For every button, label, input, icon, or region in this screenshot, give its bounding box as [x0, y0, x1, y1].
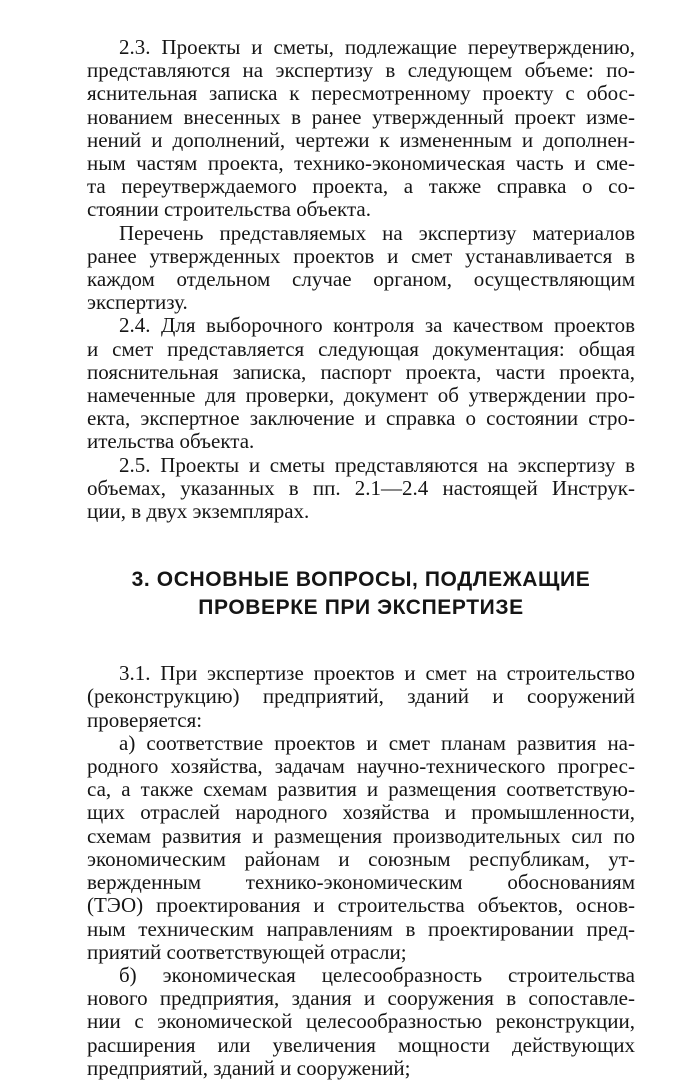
text-line: екта, экспертное заключение и справка о состоянии стро-	[87, 407, 635, 431]
text-line: родного хозяйства, задачам научно-технического прогрес-	[87, 755, 635, 779]
text-line: объемах, указанных в пп. 2.1—2.4 настоящей Инструк-	[87, 476, 635, 500]
text-line: 2.5. Проекты и сметы представляются на экспертизу в	[119, 453, 635, 477]
section-3-heading	[87, 566, 635, 622]
text-line: нии с экономической целесообразностью реконструкции,	[87, 1010, 635, 1034]
text-line: яснительная записка к пересмотренному проекту с обос-	[87, 82, 635, 106]
text-line: стоянии строительства объекта.	[87, 198, 371, 222]
paragraph-2-3	[87, 36, 635, 222]
text-line: ранее утвержденных проектов и смет устанавливается в	[87, 244, 635, 268]
text-line: 2.3. Проекты и сметы, подлежащие переутверждению,	[119, 36, 635, 59]
text-line: намеченные для проверки, документ об утверждении про-	[87, 384, 635, 408]
text-line: представляются на экспертизу в следующем объеме: по-	[87, 59, 635, 83]
text-line: ным техническим направлениям в проектировании пред-	[87, 917, 635, 941]
list-item-a	[87, 732, 635, 964]
document-page	[87, 36, 635, 1080]
text-line: 2.4. Для выборочного контроля за качеством проектов	[119, 314, 635, 338]
text-line: щих отраслей народного хозяйства и промышленности,	[87, 801, 635, 825]
text-line: предприятий, зданий и сооружений;	[87, 1056, 411, 1080]
text-line: нений и дополнений, чертежи к измененным и дополнен-	[87, 128, 635, 152]
text-line: каждом отдельном случае органом, осуществляющим	[87, 268, 635, 292]
heading-line: 3. ОСНОВНЫЕ ВОПРОСЫ, ПОДЛЕЖАЩИЕ	[131, 568, 591, 592]
text-line: нового предприятия, здания и сооружения в сопоставле-	[87, 987, 635, 1011]
text-line: схемам развития и размещения производительных сил по	[87, 824, 635, 848]
text-line: приятий соответствующей отрасли;	[87, 940, 407, 964]
paragraph-3-1	[87, 662, 635, 732]
text-line: ным частям проекта, технико-экономическая часть и сме-	[87, 152, 635, 176]
text-line: 3.1. При экспертизе проектов и смет на строительство	[119, 662, 635, 686]
text-line: расширения или увеличения мощности действующих	[87, 1033, 635, 1057]
text-line: ительства объекта.	[87, 430, 255, 454]
text-line: (ТЭО) проектирования и строительства объектов, основ-	[87, 894, 635, 918]
text-line: а) соответствие проектов и смет планам развития на-	[119, 731, 635, 755]
text-line: (реконструкцию) предприятий, зданий и сооружений	[87, 685, 635, 709]
text-line: экспертизу.	[87, 291, 188, 315]
text-line: нованием внесенных в ранее утвержденный проект изме-	[87, 105, 635, 129]
text-line: Перечень представляемых на экспертизу материалов	[119, 221, 635, 245]
paragraph-2-5	[87, 454, 635, 524]
paragraph-2-4	[87, 314, 635, 453]
text-line: и смет представляется следующая документация: общая	[87, 337, 635, 361]
text-line: та переутверждаемого проекта, а также справка о со-	[87, 175, 635, 199]
text-line: проверяется:	[87, 708, 203, 732]
text-line: пояснительная записка, паспорт проекта, части проекта,	[87, 360, 635, 384]
text-line: экономическим районам и союзным республикам, ут-	[87, 847, 635, 871]
heading-line: ПРОВЕРКЕ ПРИ ЭКСПЕРТИЗЕ	[198, 596, 524, 620]
text-line: са, а также схемам развития и размещения соответствую-	[87, 778, 635, 802]
paragraph-materials-list	[87, 222, 635, 315]
text-line: ции, в двух экземплярах.	[87, 500, 310, 524]
list-item-b	[87, 964, 635, 1080]
text-line: вержденным технико-экономическим обоснованиям	[87, 871, 635, 895]
text-line: б) экономическая целесообразность строительства	[119, 963, 635, 987]
